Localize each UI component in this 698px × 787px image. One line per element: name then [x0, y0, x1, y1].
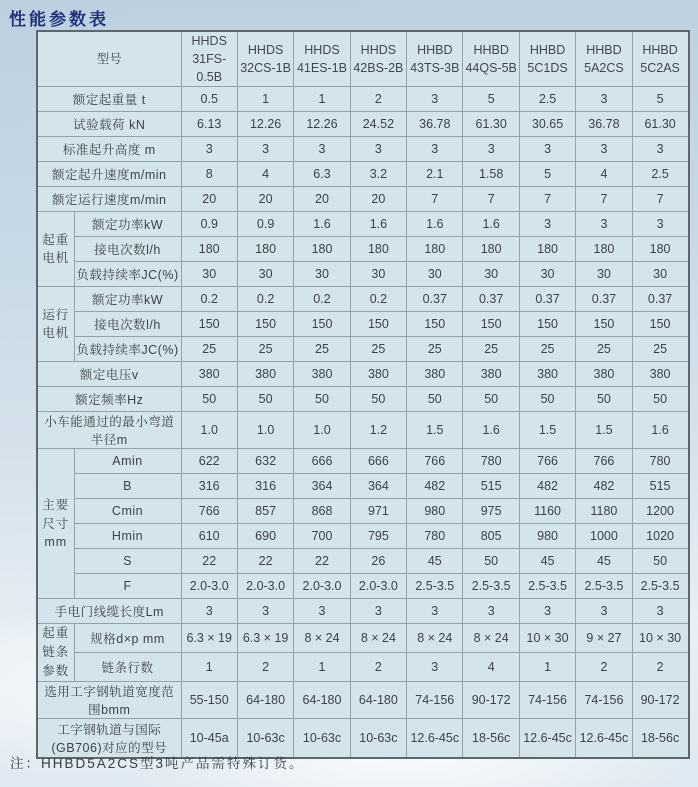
cell: 50 — [463, 387, 519, 412]
cell: 20 — [350, 187, 406, 212]
group-label: 主要尺寸 mm — [37, 449, 74, 599]
cell: 3 — [181, 599, 237, 624]
cell: 74-156 — [519, 681, 575, 718]
cell: 30 — [237, 262, 293, 287]
cell: 2.5-3.5 — [576, 574, 632, 599]
cell: 380 — [350, 362, 406, 387]
cell: 61.30 — [463, 112, 519, 137]
model-header: HHDS 31FS-0.5B — [181, 31, 237, 87]
cell: 6.3 × 19 — [237, 624, 293, 653]
model-column-title: 型号 — [37, 31, 181, 87]
cell: 180 — [407, 237, 463, 262]
cell: 150 — [350, 312, 406, 337]
cell: 3 — [237, 599, 293, 624]
cell: 3 — [181, 137, 237, 162]
cell: 7 — [632, 187, 688, 212]
cell: 18-56c — [632, 718, 688, 758]
cell: 8 — [181, 162, 237, 187]
cell: 25 — [294, 337, 350, 362]
cell: 3.2 — [350, 162, 406, 187]
cell: 180 — [350, 237, 406, 262]
cell: 1.5 — [576, 412, 632, 449]
cell: 8 × 24 — [294, 624, 350, 653]
cell: 766 — [576, 449, 632, 474]
row-label: 额定电压v — [37, 362, 181, 387]
cell: 25 — [519, 337, 575, 362]
cell: 1.6 — [294, 212, 350, 237]
cell: 380 — [576, 362, 632, 387]
cell: 12.26 — [294, 112, 350, 137]
row-label: 负载持续率JC(%) — [74, 262, 181, 287]
cell: 0.5 — [181, 87, 237, 112]
cell: 50 — [407, 387, 463, 412]
cell: 25 — [237, 337, 293, 362]
spec-table — [36, 30, 690, 759]
cell: 1.6 — [407, 212, 463, 237]
cell: 150 — [632, 312, 688, 337]
cell: 10 × 30 — [519, 624, 575, 653]
row-label: 额定起重量 t — [37, 87, 181, 112]
cell: 666 — [350, 449, 406, 474]
cell: 3 — [350, 599, 406, 624]
cell: 30 — [576, 262, 632, 287]
cell: 380 — [463, 362, 519, 387]
cell: 766 — [407, 449, 463, 474]
cell: 12.6-45c — [519, 718, 575, 758]
cell: 3 — [407, 87, 463, 112]
cell: 30 — [350, 262, 406, 287]
cell: 3 — [294, 137, 350, 162]
spec-table-header — [37, 31, 689, 87]
row-label: 工字钢轨道与国际 (GB706)对应的型号 — [37, 718, 181, 758]
cell: 0.37 — [407, 287, 463, 312]
cell: 150 — [576, 312, 632, 337]
cell: 690 — [237, 524, 293, 549]
cell: 64-180 — [237, 681, 293, 718]
cell: 50 — [237, 387, 293, 412]
model-header: HHBD 5C1DS — [519, 31, 575, 87]
row-label: 额定功率kW — [74, 212, 181, 237]
row-label: Cmin — [74, 499, 181, 524]
row-label: Amin — [74, 449, 181, 474]
cell: 3 — [294, 599, 350, 624]
cell: 3 — [407, 137, 463, 162]
cell: 2.0-3.0 — [350, 574, 406, 599]
cell: 55-150 — [181, 681, 237, 718]
cell: 5 — [632, 87, 688, 112]
cell: 180 — [181, 237, 237, 262]
cell: 25 — [181, 337, 237, 362]
cell: 64-180 — [294, 681, 350, 718]
cell: 780 — [463, 449, 519, 474]
cell: 364 — [350, 474, 406, 499]
cell: 25 — [407, 337, 463, 362]
cell: 2 — [350, 653, 406, 682]
cell: 1.5 — [519, 412, 575, 449]
cell: 2 — [350, 87, 406, 112]
cell: 30.65 — [519, 112, 575, 137]
cell: 2.5-3.5 — [407, 574, 463, 599]
cell: 30 — [519, 262, 575, 287]
cell: 50 — [350, 387, 406, 412]
cell: 6.3 — [294, 162, 350, 187]
cell: 1 — [294, 87, 350, 112]
cell: 2.5-3.5 — [632, 574, 688, 599]
cell: 50 — [181, 387, 237, 412]
row-label: 手电门线缆长度Lm — [37, 599, 181, 624]
row-label: S — [74, 549, 181, 574]
cell: 50 — [576, 387, 632, 412]
cell: 868 — [294, 499, 350, 524]
cell: 1.6 — [350, 212, 406, 237]
cell: 45 — [519, 549, 575, 574]
model-header: HHBD 44QS-5B — [463, 31, 519, 87]
cell: 766 — [181, 499, 237, 524]
row-label: 额定运行速度m/min — [37, 187, 181, 212]
row-label: 负载持续率JC(%) — [74, 337, 181, 362]
cell: 3 — [576, 87, 632, 112]
cell: 975 — [463, 499, 519, 524]
cell: 1.0 — [181, 412, 237, 449]
cell: 3 — [632, 137, 688, 162]
cell: 3 — [407, 599, 463, 624]
cell: 74-156 — [407, 681, 463, 718]
cell: 1.6 — [463, 412, 519, 449]
cell: 36.78 — [576, 112, 632, 137]
cell: 3 — [519, 137, 575, 162]
cell: 3 — [519, 599, 575, 624]
cell: 6.3 × 19 — [181, 624, 237, 653]
row-label: 小车能通过的最小弯道半径m — [37, 412, 181, 449]
cell: 2.5 — [632, 162, 688, 187]
cell: 4 — [237, 162, 293, 187]
cell: 0.2 — [237, 287, 293, 312]
model-header: HHBD 5A2CS — [576, 31, 632, 87]
cell: 0.2 — [294, 287, 350, 312]
cell: 666 — [294, 449, 350, 474]
cell: 0.37 — [576, 287, 632, 312]
cell: 30 — [181, 262, 237, 287]
cell: 50 — [463, 549, 519, 574]
group-label: 起重 链条参数 — [37, 624, 74, 681]
cell: 7 — [407, 187, 463, 212]
model-header: HHDS 32CS-1B — [237, 31, 293, 87]
cell: 150 — [237, 312, 293, 337]
cell: 2 — [632, 653, 688, 682]
row-label: 选用工字钢轨道宽度范围bmm — [37, 681, 181, 718]
cell: 22 — [237, 549, 293, 574]
cell: 1160 — [519, 499, 575, 524]
cell: 3 — [463, 137, 519, 162]
row-label: B — [74, 474, 181, 499]
cell: 632 — [237, 449, 293, 474]
cell: 7 — [519, 187, 575, 212]
cell: 30 — [407, 262, 463, 287]
cell: 180 — [632, 237, 688, 262]
cell: 6.13 — [181, 112, 237, 137]
group-label: 起重电机 — [37, 212, 74, 287]
cell: 50 — [294, 387, 350, 412]
cell: 20 — [181, 187, 237, 212]
cell: 180 — [463, 237, 519, 262]
cell: 0.2 — [350, 287, 406, 312]
cell: 0.37 — [463, 287, 519, 312]
cell: 980 — [519, 524, 575, 549]
cell: 150 — [463, 312, 519, 337]
row-label: 标准起升高度 m — [37, 137, 181, 162]
cell: 50 — [632, 549, 688, 574]
cell: 3 — [576, 212, 632, 237]
cell: 766 — [519, 449, 575, 474]
cell: 971 — [350, 499, 406, 524]
page-title: 性能参数表 — [9, 10, 109, 29]
cell: 482 — [519, 474, 575, 499]
row-label: 接电次数l/h — [74, 312, 181, 337]
cell: 2.5-3.5 — [519, 574, 575, 599]
cell: 1.6 — [632, 412, 688, 449]
row-label: 规格d×p mm — [74, 624, 181, 653]
cell: 980 — [407, 499, 463, 524]
cell: 45 — [407, 549, 463, 574]
cell: 25 — [632, 337, 688, 362]
row-label: 额定功率kW — [74, 287, 181, 312]
cell: 50 — [632, 387, 688, 412]
cell: 180 — [294, 237, 350, 262]
cell: 316 — [237, 474, 293, 499]
cell: 30 — [463, 262, 519, 287]
cell: 364 — [294, 474, 350, 499]
cell: 515 — [632, 474, 688, 499]
cell: 1.2 — [350, 412, 406, 449]
cell: 61.30 — [632, 112, 688, 137]
row-label: 链条行数 — [74, 653, 181, 682]
cell: 380 — [632, 362, 688, 387]
cell: 150 — [519, 312, 575, 337]
cell: 780 — [407, 524, 463, 549]
cell: 10-63c — [294, 718, 350, 758]
cell: 24.52 — [350, 112, 406, 137]
cell: 10-63c — [237, 718, 293, 758]
cell: 0.9 — [237, 212, 293, 237]
cell: 795 — [350, 524, 406, 549]
footnote: 注：HHBD5A2CS型3吨产品需特殊订货。 — [10, 756, 305, 771]
cell: 8 × 24 — [463, 624, 519, 653]
row-label: F — [74, 574, 181, 599]
cell: 18-56c — [463, 718, 519, 758]
cell: 380 — [237, 362, 293, 387]
row-label: 额定频率Hz — [37, 387, 181, 412]
cell: 1 — [181, 653, 237, 682]
cell: 2.0-3.0 — [294, 574, 350, 599]
cell: 515 — [463, 474, 519, 499]
spec-table-body — [37, 87, 689, 758]
cell: 0.37 — [632, 287, 688, 312]
cell: 20 — [237, 187, 293, 212]
cell: 12.6-45c — [576, 718, 632, 758]
cell: 26 — [350, 549, 406, 574]
cell: 3 — [237, 137, 293, 162]
cell: 2.1 — [407, 162, 463, 187]
cell: 12.26 — [237, 112, 293, 137]
cell: 0.2 — [181, 287, 237, 312]
cell: 22 — [294, 549, 350, 574]
cell: 1 — [519, 653, 575, 682]
cell: 1 — [237, 87, 293, 112]
cell: 10-45a — [181, 718, 237, 758]
cell: 3 — [519, 212, 575, 237]
cell: 1020 — [632, 524, 688, 549]
cell: 180 — [519, 237, 575, 262]
group-label: 运行电机 — [37, 287, 74, 362]
cell: 1200 — [632, 499, 688, 524]
cell: 3 — [407, 653, 463, 682]
cell: 3 — [576, 599, 632, 624]
cell: 1180 — [576, 499, 632, 524]
cell: 5 — [519, 162, 575, 187]
model-header: HHBD 5C2AS — [632, 31, 688, 87]
cell: 150 — [294, 312, 350, 337]
cell: 2.5 — [519, 87, 575, 112]
cell: 5 — [463, 87, 519, 112]
cell: 1000 — [576, 524, 632, 549]
cell: 2 — [576, 653, 632, 682]
cell: 482 — [407, 474, 463, 499]
cell: 30 — [632, 262, 688, 287]
cell: 45 — [576, 549, 632, 574]
cell: 3 — [576, 137, 632, 162]
cell: 380 — [181, 362, 237, 387]
cell: 857 — [237, 499, 293, 524]
cell: 30 — [294, 262, 350, 287]
row-label: 接电次数l/h — [74, 237, 181, 262]
cell: 20 — [294, 187, 350, 212]
cell: 700 — [294, 524, 350, 549]
cell: 74-156 — [576, 681, 632, 718]
cell: 64-180 — [350, 681, 406, 718]
cell: 780 — [632, 449, 688, 474]
cell: 25 — [463, 337, 519, 362]
cell: 90-172 — [463, 681, 519, 718]
cell: 180 — [237, 237, 293, 262]
cell: 36.78 — [407, 112, 463, 137]
cell: 482 — [576, 474, 632, 499]
cell: 25 — [576, 337, 632, 362]
cell: 10-63c — [350, 718, 406, 758]
cell: 25 — [350, 337, 406, 362]
cell: 1 — [294, 653, 350, 682]
row-label: 额定起升速度m/min — [37, 162, 181, 187]
cell: 622 — [181, 449, 237, 474]
cell: 12.6-45c — [407, 718, 463, 758]
model-header: HHDS 42BS-2B — [350, 31, 406, 87]
cell: 2.5-3.5 — [463, 574, 519, 599]
model-header: HHDS 41ES-1B — [294, 31, 350, 87]
cell: 380 — [294, 362, 350, 387]
cell: 180 — [576, 237, 632, 262]
cell: 1.0 — [294, 412, 350, 449]
row-label: Hmin — [74, 524, 181, 549]
cell: 380 — [519, 362, 575, 387]
cell: 3 — [463, 599, 519, 624]
cell: 150 — [407, 312, 463, 337]
cell: 2 — [237, 653, 293, 682]
cell: 1.58 — [463, 162, 519, 187]
cell: 1.5 — [407, 412, 463, 449]
cell: 3 — [350, 137, 406, 162]
cell: 4 — [463, 653, 519, 682]
cell: 50 — [519, 387, 575, 412]
cell: 0.37 — [519, 287, 575, 312]
cell: 7 — [576, 187, 632, 212]
cell: 316 — [181, 474, 237, 499]
cell: 1.0 — [237, 412, 293, 449]
cell: 10 × 30 — [632, 624, 688, 653]
cell: 150 — [181, 312, 237, 337]
cell: 805 — [463, 524, 519, 549]
cell: 610 — [181, 524, 237, 549]
cell: 8 × 24 — [350, 624, 406, 653]
cell: 2.0-3.0 — [181, 574, 237, 599]
cell: 7 — [463, 187, 519, 212]
cell: 8 × 24 — [407, 624, 463, 653]
cell: 0.9 — [181, 212, 237, 237]
cell: 9 × 27 — [576, 624, 632, 653]
cell: 3 — [632, 212, 688, 237]
cell: 3 — [632, 599, 688, 624]
model-header: HHBD 43TS-3B — [407, 31, 463, 87]
cell: 22 — [181, 549, 237, 574]
cell: 90-172 — [632, 681, 688, 718]
cell: 2.0-3.0 — [237, 574, 293, 599]
row-label: 试验载荷 kN — [37, 112, 181, 137]
cell: 380 — [407, 362, 463, 387]
cell: 1.6 — [463, 212, 519, 237]
cell: 4 — [576, 162, 632, 187]
